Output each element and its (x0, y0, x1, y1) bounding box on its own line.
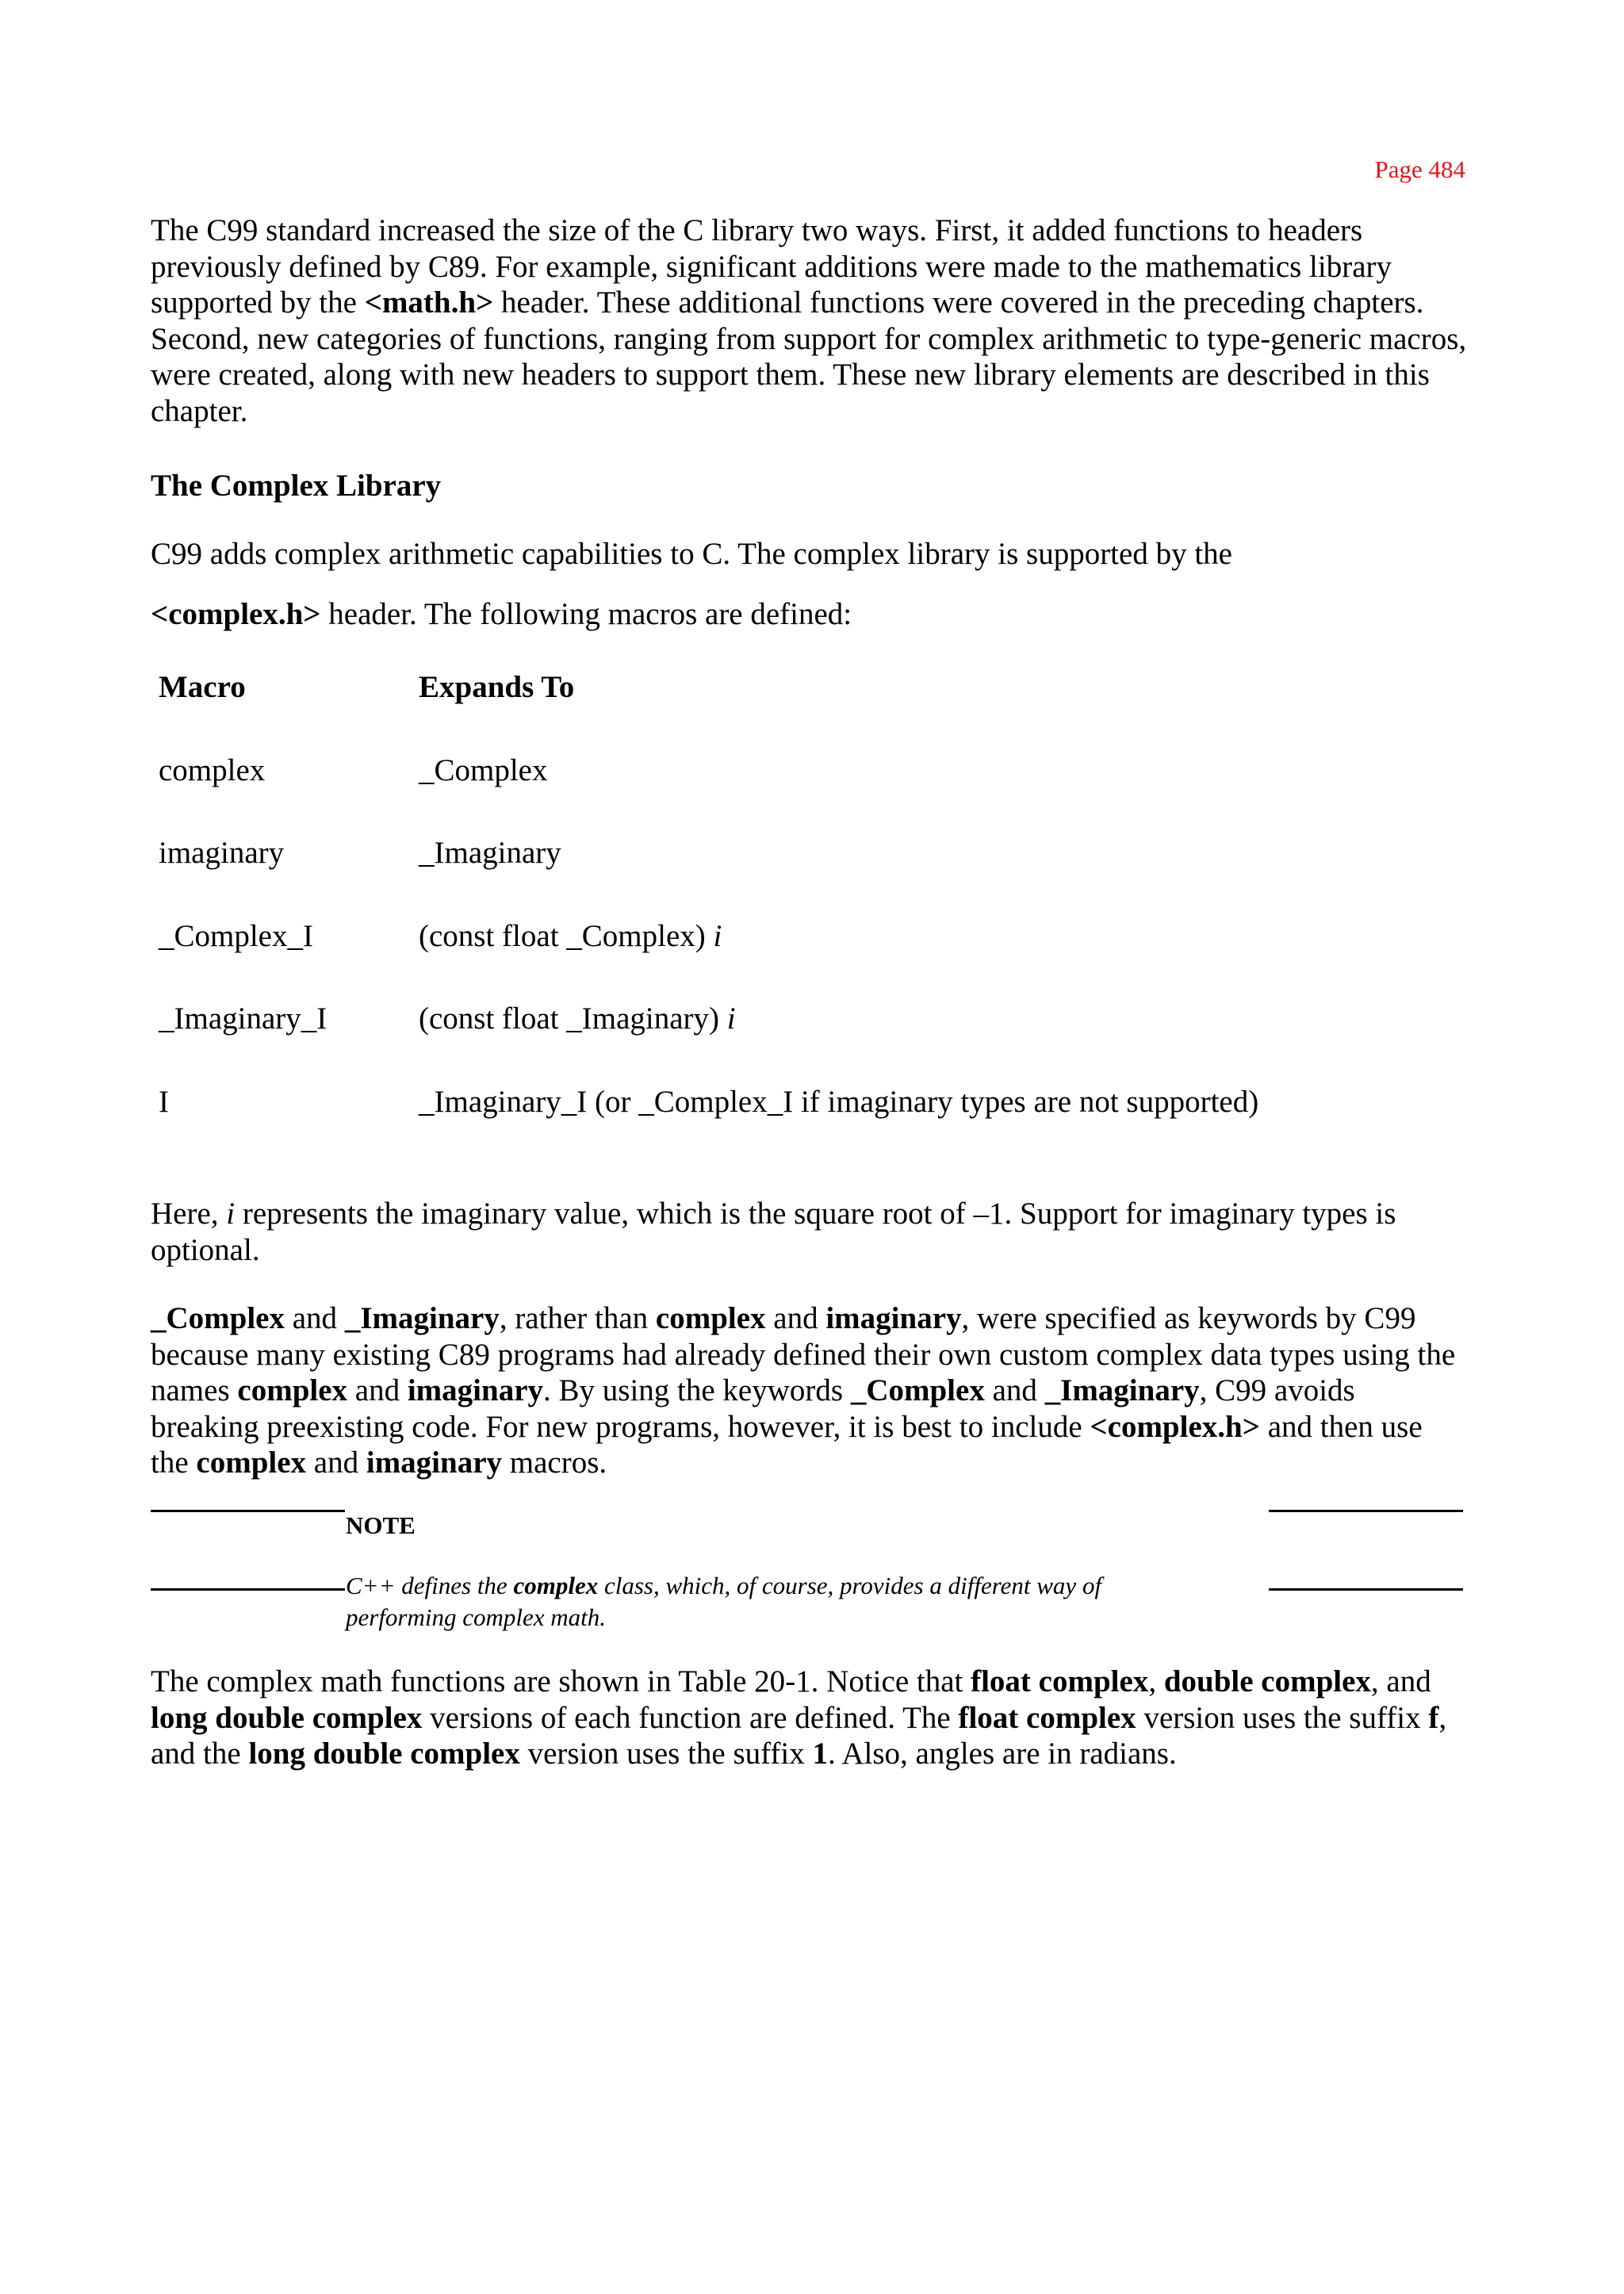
keywords-text: and (306, 1446, 366, 1480)
keyword: imaginary (366, 1446, 503, 1480)
note-text (346, 1570, 1218, 1633)
note-text-2: class, which, of course, provides a different way of performing complex math. (346, 1572, 1102, 1631)
here-text-1: Here, (151, 1197, 227, 1231)
macro-name: I (159, 1084, 169, 1119)
macro-expansion (419, 1001, 736, 1036)
complex-h-code: <complex.h> (151, 597, 321, 631)
expansion-text: _Complex (419, 753, 548, 787)
keyword: _Imaginary (1044, 1373, 1200, 1407)
note-rule-top-right (1269, 1510, 1463, 1512)
note-text-1: C++ defines the (346, 1572, 514, 1599)
type-name: float complex (971, 1664, 1149, 1698)
keywords-text: and (765, 1301, 826, 1335)
keywords-text: , rather than (499, 1301, 656, 1335)
keyword: complex (196, 1446, 307, 1480)
funcs-text: The complex math functions are shown in Table 20-1. Notice that (151, 1664, 971, 1698)
keyword: imaginary (825, 1301, 962, 1335)
math-h-code: <math.h> (364, 285, 494, 320)
keywords-text: , were specified as keywords by C99 because many existing C89 programs had already defined their own custom complex data types using the names (151, 1301, 1456, 1407)
keywords-text: , C99 avoids breaking preexisting code. For new programs, however, it is best to include (151, 1373, 1355, 1444)
funcs-text: versions of each function are defined. The (422, 1700, 959, 1735)
intro-paragraph (151, 213, 1467, 429)
note-label: NOTE (346, 1511, 416, 1539)
expansion-text: (const float _Imaginary) (419, 1001, 727, 1036)
here-text-2: represents the imaginary value, which is the square root of –1. Support for imaginary types is optional. (151, 1197, 1396, 1267)
imaginary-symbol: i (226, 1197, 236, 1231)
section-heading: The Complex Library (151, 469, 442, 503)
complex-intro-text-1: C99 adds complex arithmetic capabilities to C. The complex library is supported by the (151, 537, 1232, 571)
macro-expansion (419, 1084, 1258, 1120)
funcs-text: version uses the suffix (1136, 1700, 1429, 1735)
suffix: 1 (812, 1737, 828, 1771)
complex-intro-line-1 (151, 536, 1467, 573)
macro-expansion (419, 753, 548, 788)
complex-intro-line-2 (151, 596, 1467, 633)
functions-paragraph (151, 1664, 1467, 1772)
macro-name: imaginary (159, 836, 285, 870)
keywords-text: and then use the (151, 1409, 1423, 1480)
keyword: _Imaginary (344, 1301, 500, 1335)
expansion-text: _Imaginary (419, 836, 561, 870)
intro-text-1: The C99 standard increased the size of the C library two ways. First, it added functions to headers previously defined by C89. For example, significant additions were made to the mathematics library supported by the (151, 213, 1392, 320)
keywords-text: macros. (502, 1446, 607, 1480)
complex-intro-text-2: header. The following macros are defined: (320, 597, 852, 631)
imaginary-unit: i (713, 918, 722, 953)
funcs-text: version uses the suffix (519, 1737, 813, 1771)
imaginary-paragraph (151, 1196, 1467, 1268)
type-name: double complex (1163, 1664, 1371, 1698)
keywords-text: and (285, 1301, 345, 1335)
header-macro: Macro (159, 670, 246, 704)
page-number: Page 484 (1374, 155, 1465, 183)
type-name: long double complex (151, 1700, 423, 1735)
macro-expansion (419, 835, 561, 871)
note-rule-top-left (151, 1510, 345, 1512)
imaginary-unit: i (726, 1001, 736, 1036)
funcs-text: , and (1370, 1664, 1431, 1698)
keyword: _Complex (850, 1373, 985, 1407)
intro-text-2: header. These additional functions were covered in the preceding chapters. Second, new categories of functions, ranging from support for complex arithmetic to type-generic macros, were created, along with new headers to support them. These new library elements are described in this chapter. (151, 285, 1467, 428)
keyword: complex (237, 1373, 348, 1407)
macro-expansion (419, 918, 722, 954)
note-rule-bottom-left (151, 1588, 345, 1591)
note-keyword: complex (513, 1572, 599, 1599)
type-name: float complex (958, 1700, 1136, 1735)
expansion-text: _Imaginary_I (or _Complex_I if imaginary types are not supported) (419, 1084, 1259, 1119)
expansion-text: (const float _Complex) (419, 918, 714, 953)
keyword: complex (655, 1301, 766, 1335)
macro-name: complex (159, 753, 266, 787)
keyword: <complex.h> (1090, 1409, 1260, 1444)
suffix: f (1428, 1700, 1439, 1735)
type-name: long double complex (248, 1737, 520, 1771)
keyword: imaginary (407, 1373, 544, 1407)
note-rule-bottom-right (1269, 1588, 1463, 1591)
macro-name: _Complex_I (159, 918, 313, 953)
keywords-paragraph (151, 1300, 1467, 1481)
funcs-text: , and the (151, 1700, 1447, 1771)
keywords-text: . By using the keywords (543, 1373, 851, 1407)
keywords-text: and (347, 1373, 408, 1407)
funcs-text: , (1148, 1664, 1164, 1698)
header-expands-to: Expands To (419, 670, 575, 704)
keyword: _Complex (151, 1301, 285, 1335)
macro-name: _Imaginary_I (159, 1001, 327, 1036)
funcs-text: . Also, angles are in radians. (828, 1737, 1177, 1771)
keywords-text: and (984, 1373, 1045, 1407)
